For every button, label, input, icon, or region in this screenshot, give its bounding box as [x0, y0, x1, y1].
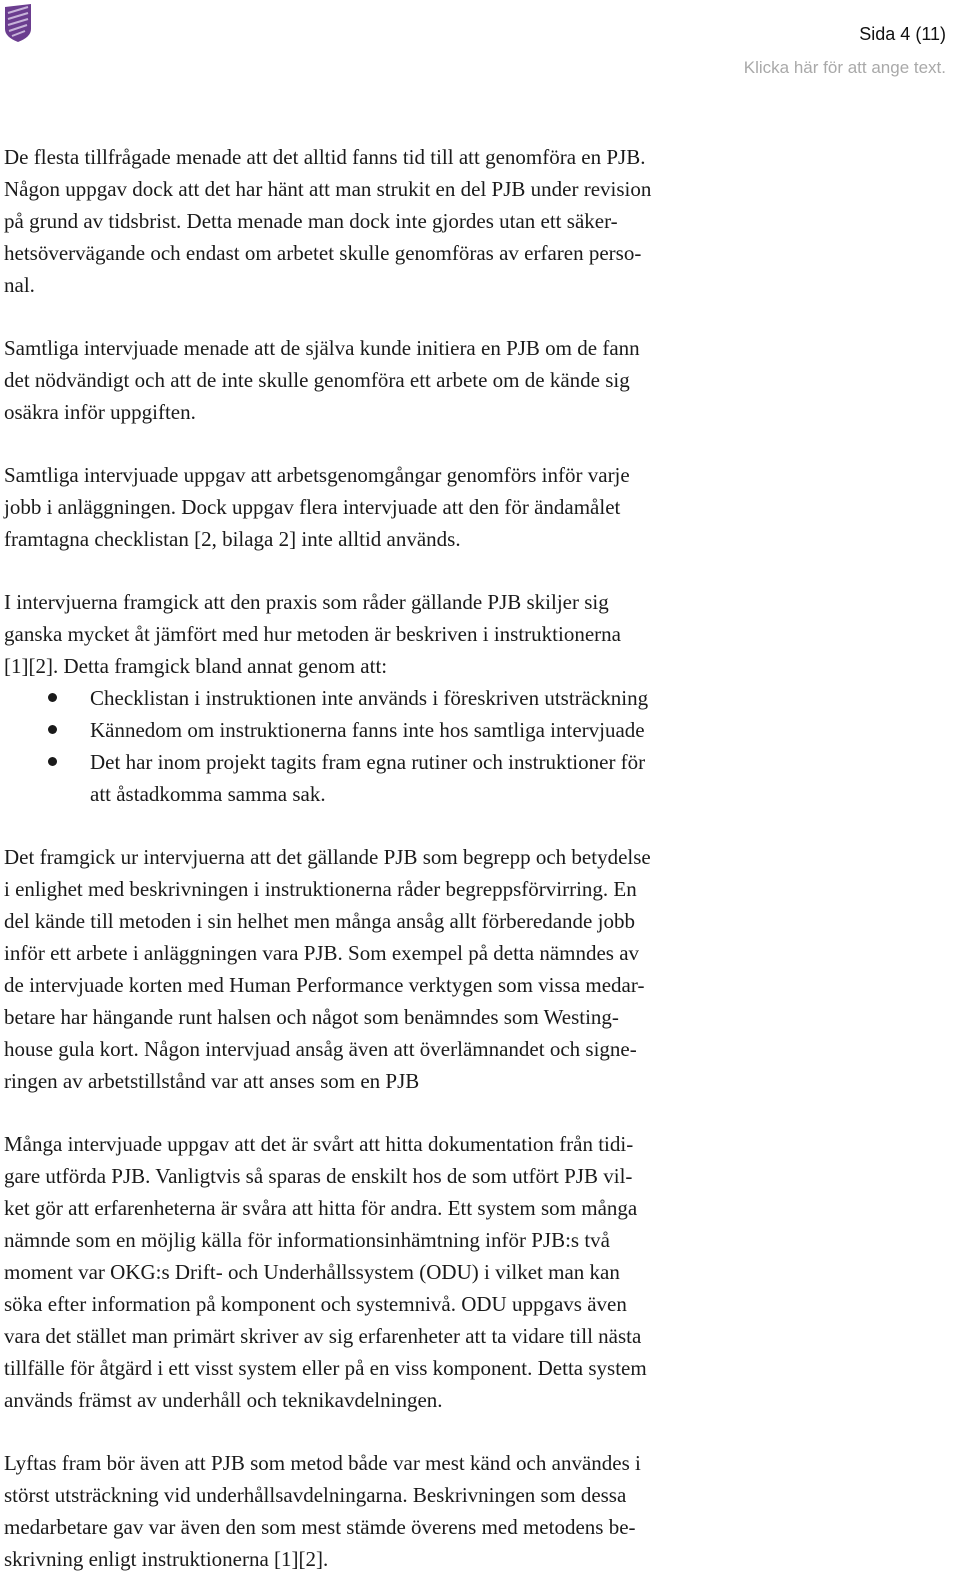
company-logo: [3, 3, 33, 43]
paragraph: [4, 586, 834, 682]
bullet-item: [4, 714, 834, 746]
text-line: osäkra inför uppgiften.: [4, 400, 196, 424]
text-line: Samtliga intervjuade uppgav att arbetsgenomgångar genomförs inför varje: [4, 463, 630, 487]
text-line: betare har hängande runt halsen och något som benämndes som Westing-: [4, 1005, 619, 1029]
bullet-icon: [48, 757, 57, 766]
text-line: Det framgick ur intervjuerna att det gällande PJB som begrepp och betydelse: [4, 845, 651, 869]
paragraph: [4, 1128, 834, 1416]
text-line: nal.: [4, 273, 35, 297]
text-line: ket gör att erfarenheterna är svåra att hitta för andra. Ett system som många: [4, 1196, 638, 1220]
bullet-text: Kännedom om instruktionerna fanns inte hos samtliga intervjuade: [90, 718, 645, 742]
text-line: ringen av arbetstillstånd var att anses som en PJB: [4, 1069, 420, 1093]
bullet-icon: [48, 725, 57, 734]
text-line: i enlighet med beskrivningen i instruktionerna råder begreppsförvirring. En: [4, 877, 637, 901]
text-line: används främst av underhåll och teknikavdelningen.: [4, 1388, 443, 1412]
text-line: medarbetare gav var även den som mest stämde överens med metodens be-: [4, 1515, 636, 1539]
bullet-text: Det har inom projekt tagits fram egna rutiner och instruktioner för: [90, 750, 646, 774]
paragraph: [4, 332, 834, 428]
bullet-text-continuation: att åstadkomma samma sak.: [90, 782, 326, 806]
text-line: det nödvändigt och att de inte skulle genomföra ett arbete om de kände sig: [4, 368, 630, 392]
text-line: de intervjuade korten med Human Performance verktygen som vissa medar-: [4, 973, 645, 997]
text-line: söka efter information på komponent och systemnivå. ODU uppgavs även: [4, 1292, 627, 1316]
text-line: jobb i anläggningen. Dock uppgav flera intervjuade att den för ändamålet: [4, 495, 621, 519]
bullet-icon: [48, 693, 57, 702]
paragraph: [4, 459, 834, 555]
text-line: Många intervjuade uppgav att det är svårt att hitta dokumentation från tidi-: [4, 1132, 634, 1156]
bullet-list: [4, 682, 834, 810]
bullet-item: [4, 682, 834, 714]
text-line: vara det stället man primärt skriver av sig erfarenheter att ta vidare till nästa: [4, 1324, 642, 1348]
text-line: på grund av tidsbrist. Detta menade man dock inte gjordes utan ett säker-: [4, 209, 618, 233]
text-line: störst utsträckning vid underhållsavdelningarna. Beskrivningen som dessa: [4, 1483, 627, 1507]
page-header: [744, 22, 946, 80]
text-line: framtagna checklistan [2, bilaga 2] inte alltid används.: [4, 527, 461, 551]
text-line: [1][2]. Detta framgick bland annat genom att:: [4, 654, 388, 678]
header-placeholder-text[interactable]: Klicka här för att ange text.: [743, 58, 946, 77]
text-line: skrivning enligt instruktionerna [1][2].: [4, 1547, 329, 1571]
text-line: house gula kort. Någon intervjuad ansåg även att överlämnandet och signe-: [4, 1037, 637, 1061]
text-line: gare utförda PJB. Vanligtvis så sparas de enskilt hos de som utfört PJB vil-: [4, 1164, 633, 1188]
paragraph: [4, 1447, 834, 1575]
text-line: inför ett arbete i anläggningen vara PJB. Som exempel på detta nämndes av: [4, 941, 640, 965]
text-line: Någon uppgav dock att det har hänt att man strukit en del PJB under revision: [4, 177, 652, 201]
text-line: nämnde som en möjlig källa för informationsinhämtning inför PJB:s två: [4, 1228, 611, 1252]
text-line: tillfälle för åtgärd i ett visst system eller på en viss komponent. Detta system: [4, 1356, 647, 1380]
text-line: hetsövervägande och endast om arbetet skulle genomföras av erfaren perso-: [4, 241, 642, 265]
page-number: Sida 4 (11): [859, 24, 946, 44]
text-line: De flesta tillfrågade menade att det alltid fanns tid till att genomföra en PJB.: [4, 145, 646, 169]
text-line: I intervjuerna framgick att den praxis som råder gällande PJB skiljer sig: [4, 590, 609, 614]
text-line: Samtliga intervjuade menade att de själva kunde initiera en PJB om de fann: [4, 336, 640, 360]
text-line: del kände till metoden i sin helhet men många ansåg allt förberedande jobb: [4, 909, 635, 933]
paragraph: [4, 141, 834, 301]
paragraph: [4, 841, 834, 1097]
bullet-text: Checklistan i instruktionen inte används i föreskriven utsträckning: [90, 686, 649, 710]
text-line: Lyftas fram bör även att PJB som metod både var mest känd och användes i: [4, 1451, 641, 1475]
text-line: ganska mycket åt jämfört med hur metoden är beskriven i instruktionerna: [4, 622, 621, 646]
bullet-item: [4, 746, 834, 778]
text-line: moment var OKG:s Drift- och Underhållssystem (ODU) i vilket man kan: [4, 1260, 620, 1284]
document-body: [4, 141, 834, 1575]
